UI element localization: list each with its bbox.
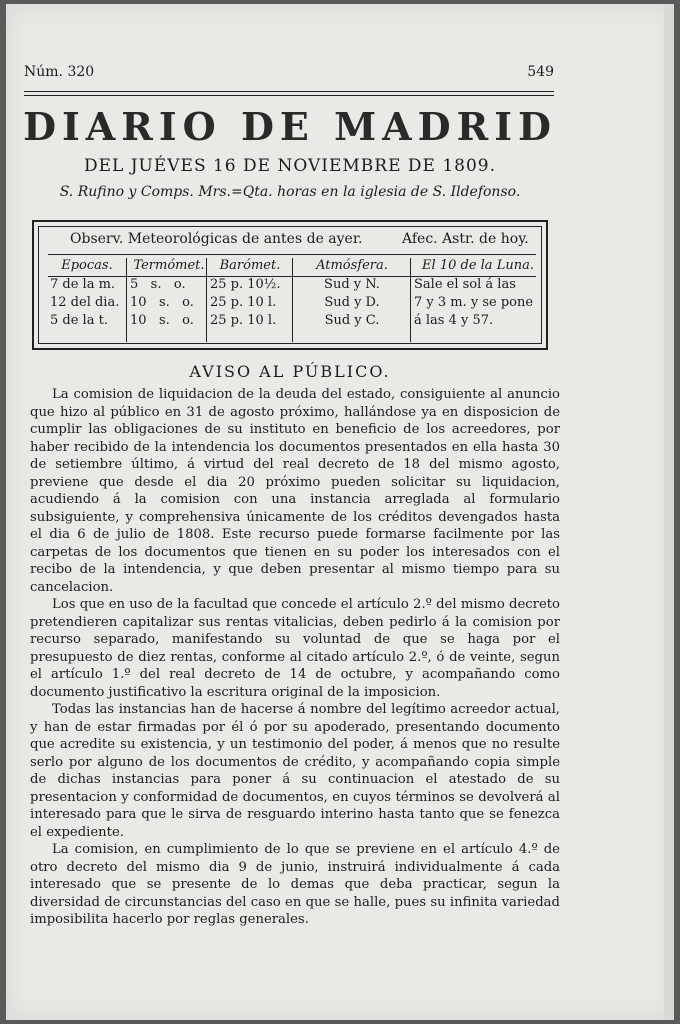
meteorological-table	[32, 220, 548, 350]
table-cell: 5 s. o.	[130, 277, 186, 292]
col-termometro	[130, 256, 208, 342]
table-caption-rule	[48, 254, 536, 255]
table-cell: 12 del dia.	[50, 295, 120, 310]
table-cell: 7 de la m.	[50, 277, 116, 292]
col-separator	[206, 258, 207, 342]
table-cell: 25 p. 10 l.	[210, 313, 277, 328]
col-header: Epocas.	[61, 258, 113, 273]
notice-paragraph: Todas las instancias han de hacerse á nombre del legítimo acreedor actual, y han de estar firmadas por él ó por su apoderado, presentando documento que acredite su existencia, y un testimonio del poder, á menos que no resulte serlo por alguno de los documentos de crédito, y acompañando copia simple de dichas instancias para poner á su continuacion el atestado de su presentacion y conformidad de documentos, en cuyos términos se devolverá al interesado para que le sirva de resguardo interino hasta tanto que se fenezca el expediente.	[30, 702, 560, 840]
page-edge	[664, 4, 674, 1020]
table-cell: á las 4 y 57.	[414, 313, 494, 328]
masthead-saints: S. Rufino y Comps. Mrs.=Qta. horas en la iglesia de S. Ildefonso.	[59, 184, 521, 200]
table-caption-left: Observ. Meteorológicas de antes de ayer.	[70, 231, 363, 247]
table-cell: 25 p. 10½.	[210, 277, 281, 292]
col-barometro	[210, 256, 290, 342]
notice-paragraph: La comision de liquidacion de la deuda del estado, consiguiente al anuncio que hizo al público en 31 de agosto próximo, hallándose ya en disposicion de cumplir las obligaciones de su instituto en beneficio de los acreedores, por haber recibido de la intendencia los documentos presentados en ella hasta 30 de setiembre último, á virtud del real decreto de 18 del mismo agosto, previene que desde el dia 20 próximo pueden solicitar su liquidacion, acudiendo á la comision con una instancia arreglada al formulario subsiguiente, y comprehensiva únicamente de los créditos devengados hasta el dia 6 de julio de 1808. Este recurso puede formarse facilmente por las carpetas de los documentos que tienen en su poder los interesados con el recibo de la intendencia, y que deben presentar al mismo tiempo para su cancelacion.	[30, 387, 560, 595]
table-cell: 7 y 3 m. y se pone	[414, 295, 534, 310]
masthead-date: DEL JUÉVES 16 DE NOVIEMBRE DE 1809.	[83, 156, 497, 176]
masthead-title: DIARIO DE MADRID	[23, 104, 557, 149]
table-cell: 10 s. o.	[130, 295, 194, 310]
table-cell: 10 s. o.	[130, 313, 194, 328]
notice-paragraph: Los que en uso de la facultad que concede el artículo 2.º del mismo decreto pretendieren capitalizar sus rentas vitalicias, deben pedirlo á la comision por recurso separado, manifestando su voluntad de que se haga por el presupuesto de diez rentas, conforme al citado artículo 2.º, ó de veinte, segun el artículo 1.º del real decreto de 14 de octubre, y acompañando como documento justificativo la escritura original de la imposicion.	[30, 597, 560, 700]
table-cell: Sud y N.	[324, 277, 380, 292]
col-header: El 10 de la Luna.	[422, 258, 534, 273]
page-header	[24, 64, 554, 86]
table-caption-right: Afec. Astr. de hoy.	[402, 231, 529, 247]
col-atmosfera	[296, 256, 408, 342]
col-header: Barómet.	[219, 258, 281, 273]
table-cell: 25 p. 10 l.	[210, 295, 277, 310]
col-epocas	[50, 256, 124, 342]
notice-paragraph: La comision, en cumplimiento de lo que se previene en el artículo 4.º de otro decreto del mismo dia 9 de junio, instruirá individualmente á cada interesado que se presente de lo demas que deba practicar, segun la diversidad de circunstancias del caso en que se halle, pues su infinita variedad imposibilita hacerlo por reglas generales.	[30, 842, 560, 927]
col-header: Atmósfera.	[316, 258, 388, 273]
notice-title: AVISO AL PÚBLICO.	[189, 362, 391, 381]
table-cell: Sud y D.	[324, 295, 380, 310]
col-separator	[410, 258, 411, 342]
col-luna	[414, 256, 542, 342]
table-cell: Sale el sol á las	[414, 277, 516, 292]
page-number: 549	[527, 64, 554, 80]
header-rule-thin	[24, 95, 554, 96]
notice-body	[30, 386, 560, 929]
table-cell: 5 de la t.	[50, 313, 108, 328]
col-separator	[126, 258, 127, 342]
issue-number: Núm. 320	[24, 64, 95, 80]
header-rule	[24, 91, 554, 92]
col-header: Termómet.	[133, 258, 205, 273]
table-cell: Sud y C.	[324, 313, 380, 328]
col-separator	[292, 258, 293, 342]
